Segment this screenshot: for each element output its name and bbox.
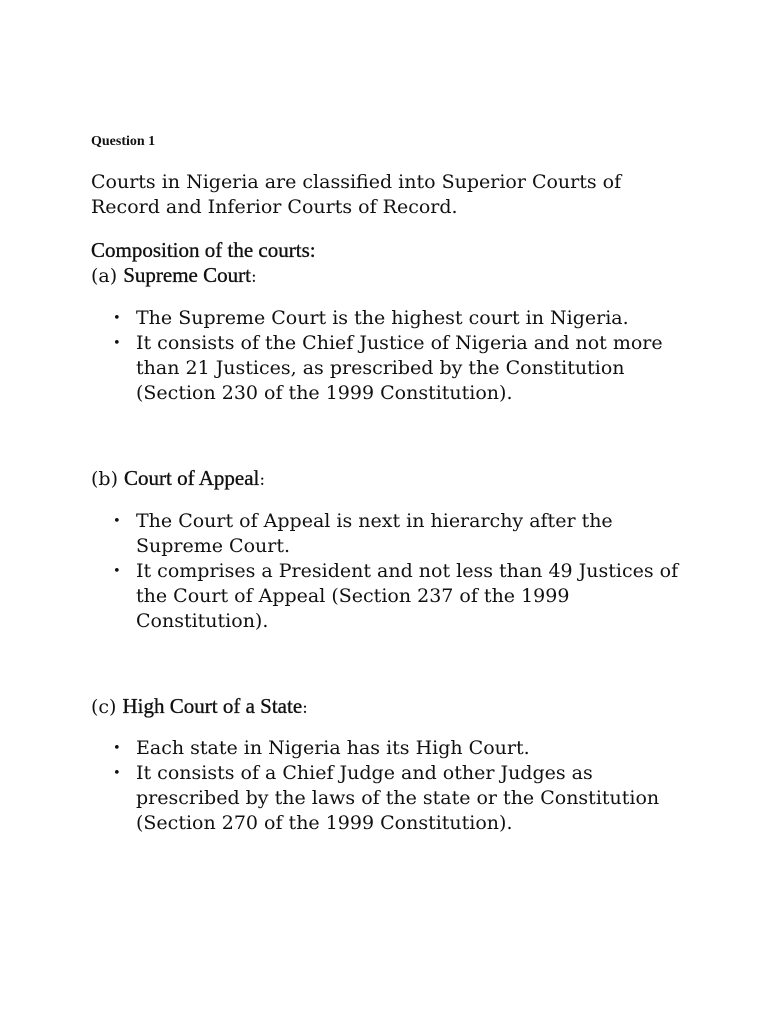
high-court-list bbox=[91, 736, 691, 836]
list-item bbox=[91, 331, 691, 406]
bullet-icon: • bbox=[113, 311, 121, 326]
supreme-court-list bbox=[91, 306, 691, 406]
composition-heading bbox=[91, 238, 316, 264]
court-of-appeal-list bbox=[91, 509, 691, 634]
section-prefix: (a) bbox=[91, 265, 118, 287]
composition-heading-text: Composition of the courts: bbox=[91, 238, 316, 262]
list-item-text: It consists of a Chief Judge and other Judges as prescribed by the laws of the state or the Constitution (Section 270 of the 1999 Constitution). bbox=[136, 762, 660, 834]
bullet-icon: • bbox=[113, 336, 121, 351]
list-item bbox=[91, 306, 691, 331]
list-item-text: The Supreme Court is the highest court in Nigeria. bbox=[136, 307, 629, 329]
list-item-text: Each state in Nigeria has its High Court. bbox=[136, 737, 530, 759]
question-label: Question 1 bbox=[91, 134, 156, 149]
section-heading-supreme-court bbox=[91, 263, 257, 290]
list-item-text: The Court of Appeal is next in hierarchy after the Supreme Court. bbox=[136, 510, 613, 557]
list-item-text: It comprises a President and not less than 49 Justices of the Court of Appeal (Section 237 of the 1999 Constitution). bbox=[136, 560, 679, 632]
section-prefix: (b) bbox=[91, 468, 118, 490]
section-title: Supreme Court bbox=[123, 263, 251, 287]
bullet-icon: • bbox=[113, 514, 121, 529]
section-prefix: (c) bbox=[91, 696, 117, 718]
section-heading-high-court bbox=[91, 694, 308, 721]
section-title: High Court of a State bbox=[122, 694, 303, 718]
section-title: Court of Appeal bbox=[124, 466, 260, 490]
list-item bbox=[91, 736, 691, 761]
list-item-text: It consists of the Chief Justice of Nigeria and not more than 21 Justices, as prescribed by the Constitution (Section 230 of the 1999 Constitution). bbox=[136, 332, 663, 404]
section-colon: : bbox=[250, 267, 257, 287]
intro-paragraph: Courts in Nigeria are classified into Superior Courts of Record and Inferior Courts of Record. bbox=[91, 171, 622, 218]
bullet-icon: • bbox=[113, 564, 121, 579]
list-item bbox=[91, 509, 691, 559]
section-heading-court-of-appeal bbox=[91, 466, 265, 493]
list-item bbox=[91, 559, 691, 634]
bullet-icon: • bbox=[113, 741, 121, 756]
section-colon: : bbox=[302, 698, 308, 718]
list-item bbox=[91, 761, 691, 836]
section-colon: : bbox=[259, 470, 266, 490]
bullet-icon: • bbox=[113, 766, 121, 781]
